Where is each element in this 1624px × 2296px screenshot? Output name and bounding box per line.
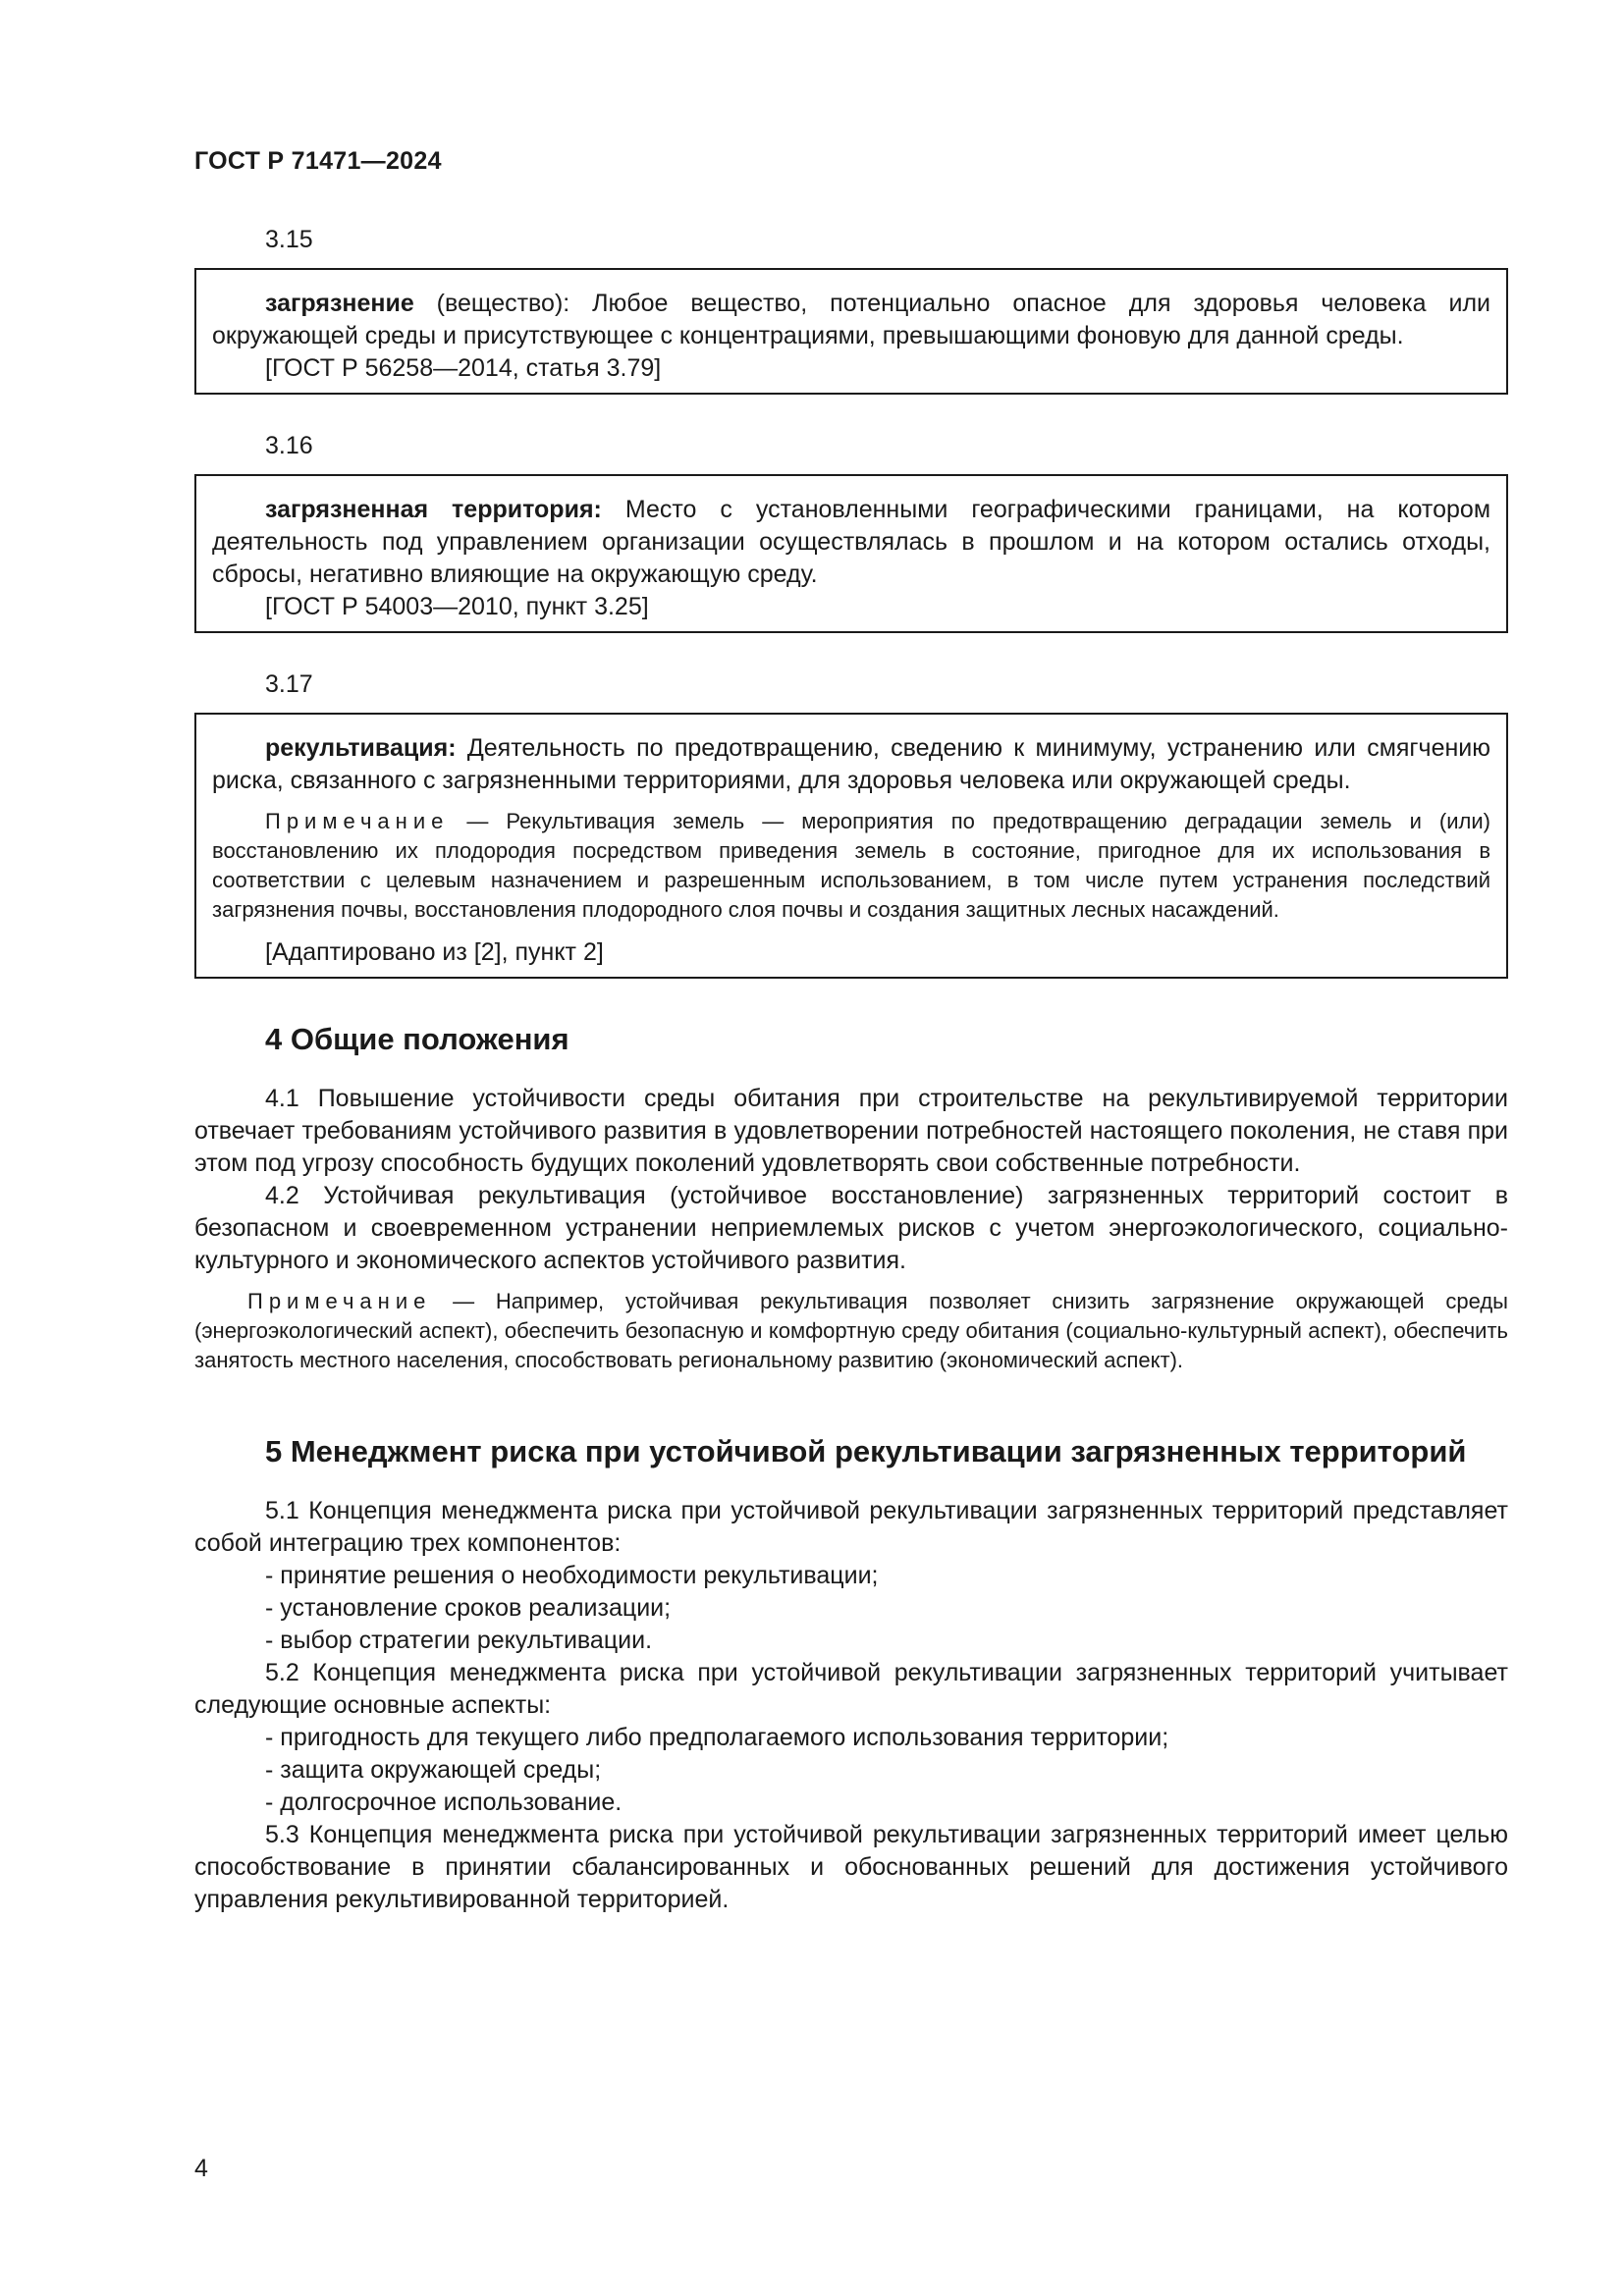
note-text: — Например, устойчивая рекультивация позволяет снизить загрязнение окружающей среды (энергоэкологический аспект), обеспечить безопасную и комфортную среду обитания (социально-культурный аспект), обеспечить занятость местного населения, способствовать региональному развитию (экономический аспект).: [194, 1289, 1508, 1372]
list-item: - долгосрочное использование.: [265, 1787, 1508, 1819]
list-5-1: [194, 1560, 1508, 1657]
term-definition-3-17: [212, 732, 1490, 797]
list-item: - выбор стратегии рекультивации.: [265, 1625, 1508, 1657]
list-item: - защита окружающей среды;: [265, 1754, 1508, 1787]
document-code-header: ГОСТ Р 71471—2024: [194, 147, 442, 175]
term-definition-3-15: [212, 288, 1490, 352]
term-source-3-15: [ГОСТ Р 56258—2014, статья 3.79]: [265, 354, 662, 382]
list-item: - пригодность для текущего либо предполагаемого использования территории;: [265, 1722, 1508, 1754]
term-name: загрязненная территория:: [265, 496, 602, 523]
term-def-text: (вещество): Любое вещество, потенциально опасное для здоровья человека или окружающей среды и присутствующее с концентрациями, превышающими фоновую для данной среды.: [212, 290, 1490, 349]
term-number-3-16: 3.16: [265, 432, 313, 459]
term-source-3-17: [Адаптировано из [2], пункт 2]: [265, 938, 604, 966]
paragraph-5-1: 5.1 Концепция менеджмента риска при устойчивой рекультивации загрязненных территорий представляет собой интеграцию трех компонентов:: [194, 1497, 1508, 1557]
term-number-3-15: 3.15: [265, 226, 313, 253]
term-definition-3-16: [212, 494, 1490, 591]
term-name: рекультивация:: [265, 734, 457, 762]
term-box-3-17: [194, 713, 1508, 979]
paragraph-4-1: 4.1 Повышение устойчивости среды обитания при строительстве на рекультивируемой территории отвечает требованиям устойчивого развития в удовлетворении потребностей настоящего поколения, не ставя при этом под угрозу способность будущих поколений удовлетворять свои собственные потребности.: [194, 1085, 1508, 1177]
paragraph-4-2: 4.2 Устойчивая рекультивация (устойчивое восстановление) загрязненных территорий состоит в безопасном и своевременном устранении неприемлемых рисков с учетом энергоэкологического, социально-культурного и экономического аспектов устойчивого развития.: [194, 1182, 1508, 1274]
section-5-title: 5 Менеджмент риска при устойчивой рекультивации загрязненных территорий: [265, 1434, 1467, 1468]
paragraph-5-2: 5.2 Концепция менеджмента риска при устойчивой рекультивации загрязненных территорий учитывает следующие основные аспекты:: [194, 1659, 1508, 1719]
list-item: - установление сроков реализации;: [265, 1592, 1508, 1625]
note-label: Примечание: [247, 1289, 432, 1313]
term-number-3-17: 3.17: [265, 670, 313, 698]
paragraph-5-3: 5.3 Концепция менеджмента риска при устойчивой рекультивации загрязненных территорий имеет целью способствование в принятии сбалансированных и обоснованных решений для достижения устойчивого управления рекультивированной территорией.: [194, 1821, 1508, 1913]
section-4-note: [194, 1287, 1508, 1375]
list-5-2: [194, 1722, 1508, 1819]
note-label: Примечание: [265, 809, 450, 833]
section-4-title: 4 Общие положения: [265, 1022, 569, 1056]
term-box-3-16: [194, 474, 1508, 633]
term-box-3-15: [194, 268, 1508, 395]
term-note-3-17: [212, 807, 1490, 925]
page-content: [194, 224, 1508, 1916]
term-def-text: Деятельность по предотвращению, сведению к минимуму, устранению или смягчению риска, связанного с загрязненными территориями, для здоровья человека или окружающей среды.: [212, 734, 1490, 794]
note-text: — Рекультивация земель — мероприятия по предотвращению деградации земель и (или) восстановлению их плодородия посредством приведения земель в состояние, пригодное для их использования в соответствии с целевым назначением и разрешенным использованием, в том числе путем устранения последствий загрязнения почвы, восстановления плодородного слоя почвы и создания защитных лесных насаждений.: [212, 809, 1490, 922]
term-name: загрязнение: [265, 290, 414, 317]
term-def-text: Место с установленными географическими границами, на котором деятельность под управлением организации осуществлялась в прошлом и на котором остались отходы, сбросы, негативно влияющие на окружающую среду.: [212, 496, 1491, 588]
page-number: 4: [194, 2155, 208, 2182]
list-item: - принятие решения о необходимости рекультивации;: [265, 1560, 1508, 1592]
term-source-3-16: [ГОСТ Р 54003—2010, пункт 3.25]: [265, 593, 649, 620]
